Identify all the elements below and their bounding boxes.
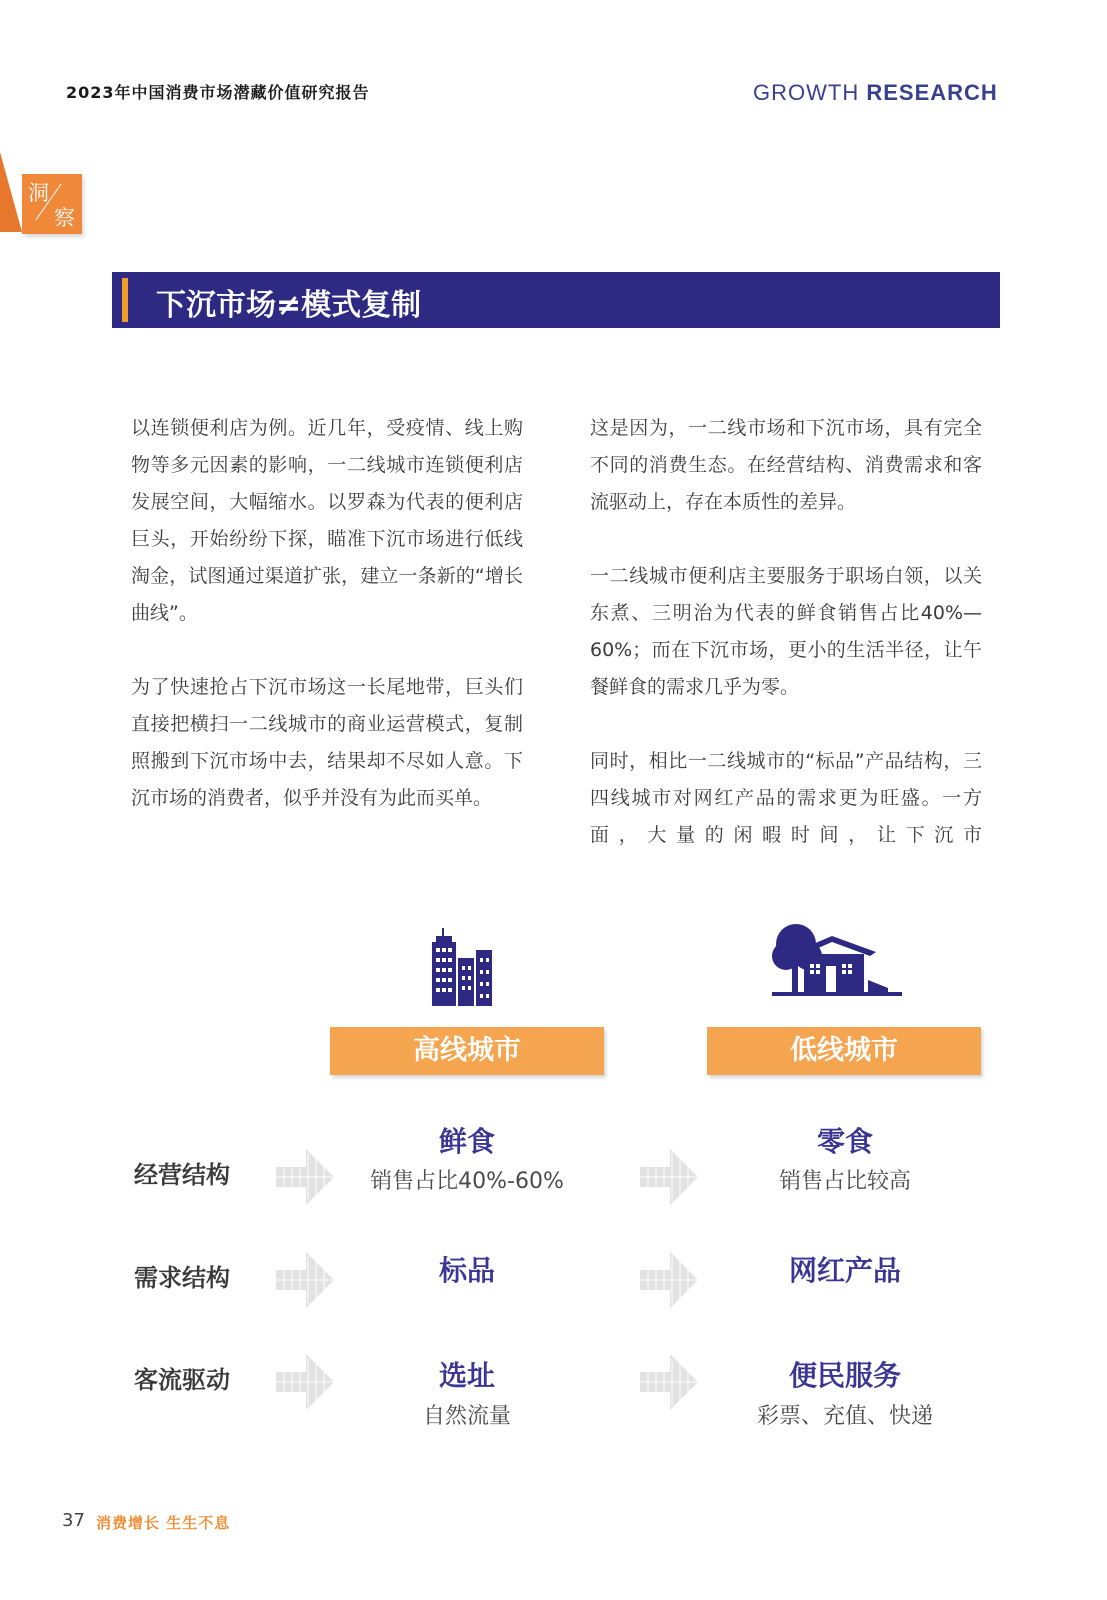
- arrow-right-icon: [276, 1352, 336, 1412]
- body-left-column: [131, 410, 523, 854]
- cell-subtitle: 彩票、充值、快递: [756, 1404, 933, 1429]
- column-header-high-tier: 高线城市: [330, 1027, 604, 1075]
- cell-title: 零食: [816, 1125, 873, 1158]
- row-label-demand: 需求结构: [134, 1264, 230, 1292]
- section-banner: [112, 272, 1000, 328]
- report-title: 2023年中国消费市场潜藏价值研究报告: [66, 83, 370, 102]
- paragraph: 以连锁便利店为例。近几年，受疫情、线上购物等多元因素的影响，一二线城市连锁便利店发展空间，大幅缩水。以罗森为代表的便利店巨头，开始纷纷下探，瞄准下沉市场进行低线淘金，试图通过渠道扩张，建立一条新的“增长曲线”。: [131, 417, 523, 624]
- arrow-right-icon: [640, 1147, 700, 1207]
- house-with-tree-icon: [772, 922, 902, 1002]
- cell-title: 标品: [438, 1254, 495, 1287]
- section-title: 下沉市场≠模式复制: [156, 288, 422, 323]
- brand-research: RESEARCH: [866, 80, 998, 105]
- arrow-right-icon: [640, 1352, 700, 1412]
- cell-title: 网红产品: [788, 1254, 901, 1287]
- paragraph: 一二线城市便利店主要服务于职场白领，以关东煮、三明治为代表的鲜食销售占比40%—60%；而在下沉市场，更小的生活半径，让午餐鲜食的需求几乎为零。: [590, 565, 982, 698]
- row-label-traffic: 客流驱动: [134, 1366, 230, 1394]
- city-buildings-icon: [432, 928, 512, 1008]
- cell-subtitle: 自然流量: [422, 1404, 511, 1429]
- cell-subtitle: 销售占比较高: [778, 1169, 911, 1194]
- cell-title: 便民服务: [788, 1359, 901, 1392]
- banner-accent-bar: [122, 278, 128, 322]
- insight-tag: [22, 174, 82, 234]
- paragraph: 这是因为，一二线市场和下沉市场，具有完全不同的消费生态。在经营结构、消费需求和客流驱动上，存在本质性的差异。: [590, 417, 982, 513]
- paragraph: 为了快速抢占下沉市场这一长尾地带，巨头们直接把横扫一二线城市的商业运营模式，复制照搬到下沉市场中去，结果却不尽如人意。下沉市场的消费者，似乎并没有为此而买单。: [131, 676, 523, 809]
- arrow-right-icon: [640, 1250, 700, 1310]
- brand-logo: [753, 80, 998, 106]
- column-header-low-tier: 低线城市: [707, 1027, 981, 1075]
- row-label-operation: 经营结构: [134, 1161, 230, 1189]
- cell-title: 鲜食: [438, 1125, 495, 1158]
- page-number: 37: [62, 1510, 85, 1531]
- brand-growth: GROWTH: [753, 80, 867, 105]
- footer-slogan: 消费增长 生生不息: [96, 1514, 231, 1532]
- tag-char-2: 察: [54, 206, 75, 230]
- arrow-right-icon: [276, 1147, 336, 1207]
- arrow-right-icon: [276, 1250, 336, 1310]
- tag-fold: [0, 152, 22, 232]
- paragraph: 同时，相比一二线城市的“标品”产品结构，三四线城市对网红产品的需求更为旺盛。一方面，大量的闲暇时间，让下沉市: [590, 750, 982, 846]
- cell-subtitle: 销售占比40%-60%: [370, 1169, 564, 1194]
- body-right-column: [590, 410, 982, 891]
- cell-title: 选址: [438, 1359, 495, 1392]
- tag-char-1: 洞: [28, 181, 49, 205]
